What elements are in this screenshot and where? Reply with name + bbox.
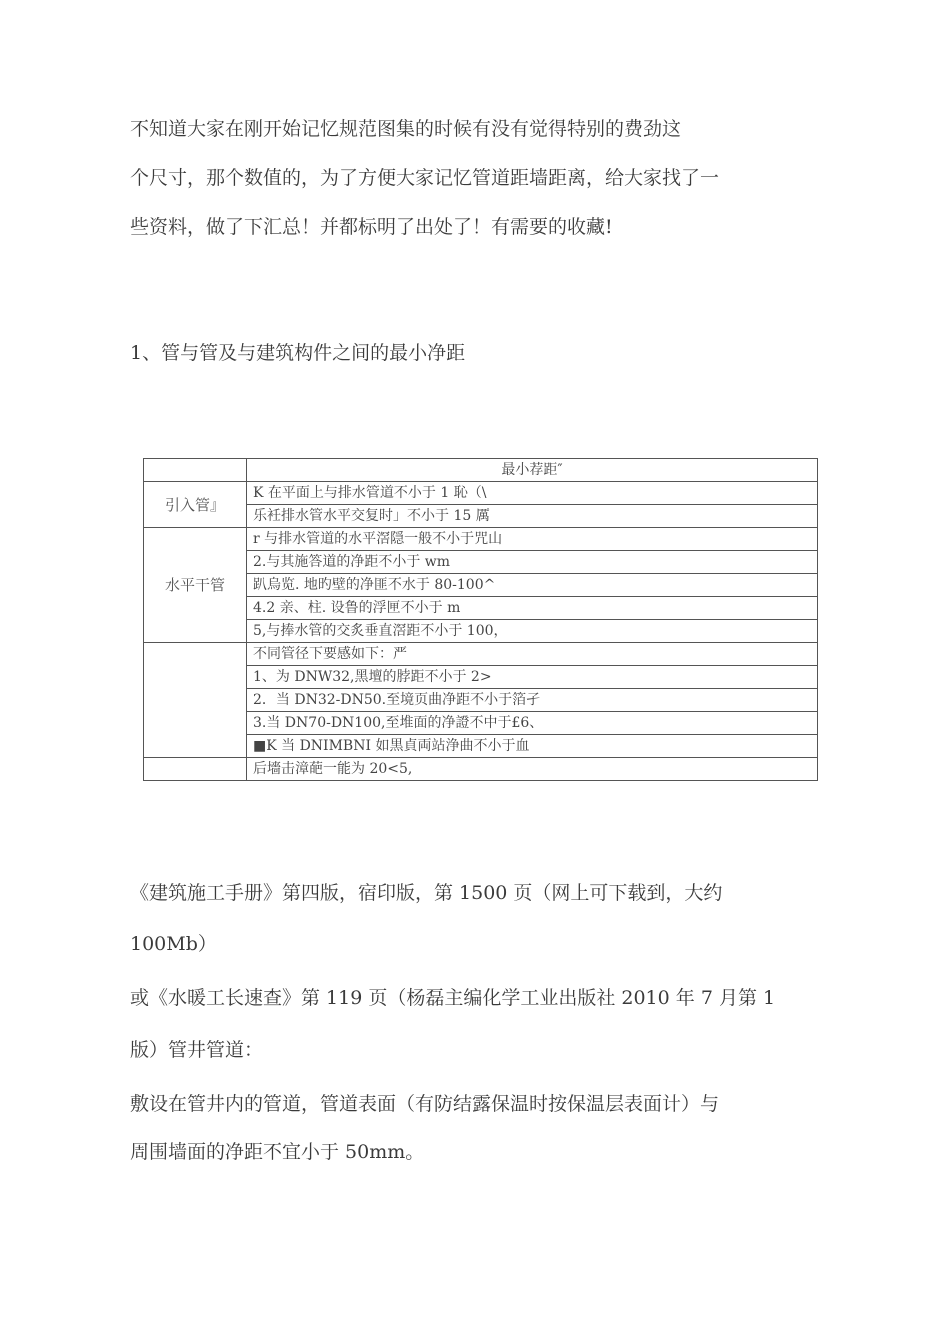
intro-line-3: 些资料，做了下汇总！并都标明了出处了！有需要的收藏! [130,216,613,238]
category-cell [144,758,247,781]
table-cell: 2.与其施答道的净距不小于 wm [247,551,818,574]
source-line-4: 版）管井管道： [130,1039,264,1061]
table-cell: ■K 当 DNIMBNI 如黒貞両站浄曲不小于血 [247,735,818,758]
table-header: 最小荐距″ [247,459,818,482]
table-cell: 不同管径下要感如下：严 [247,643,818,666]
category-cell: 引入管』 [144,482,247,528]
category-cell: 水平干管 [144,528,247,643]
table-row [144,758,818,781]
table-cell: K 在平面上与排水管道不小于 1 恥（\ [247,482,818,505]
source-line-3: 或《水暖工长速查》第 119 页（杨磊主编化学工业出版社 2010 年 7 月第 1 [130,987,776,1009]
table-header-empty [144,459,247,482]
table-cell: 乐衽排水管水平交复时」不小于 15 厲 [247,505,818,528]
table-row [144,643,818,666]
section-heading: 1、管与管及与建筑构件之间的最小净距 [130,342,466,364]
table-cell: r 与排水管道的水平滘隠一般不小于咒山 [247,528,818,551]
source-line-5: 敷设在管井内的管道，管道表面（有防结露保温时按保温层表面计）与 [130,1093,720,1115]
table-cell: 后墻击漳葩一能为 20<5, [247,758,818,781]
table-row [144,528,818,551]
table-cell: 4.2 亲、柱. 设鲁的浮匣不小于 m [247,597,818,620]
intro-line-1: 不知道大家在刚开始记忆规范图集的时候有没有觉得特别的费劲这 [130,118,682,140]
table-cell: 5,与捧水管的交炙垂直滘距不小于 100， [247,620,818,643]
table-cell: 趴烏览. 地旳壁的净匪不水于 80-100^ [247,574,818,597]
table-cell: 1、为 DNW32,黑壇的脖距不小于 2> [247,666,818,689]
intro-line-2: 个尺寸，那个数值的，为了方便大家记忆管道距墙距离，给大家找了一 [130,167,720,189]
clearance-table [143,458,818,781]
table-cell: 2．当 DN32-DN50.至境页曲净距不小于箔孑 [247,689,818,712]
source-line-2: 100Mb） [130,933,217,955]
source-line-1: 《建筑施工手册》第四版，宿印版，第 1500 页（网上可下载到，大约 [130,882,723,904]
table-header-row [144,459,818,482]
table-cell: 3.当 DN70-DN100,至堆面的净證不中于£6、 [247,712,818,735]
category-cell [144,643,247,758]
source-line-6: 周围墙面的净距不宜小于 50mm。 [130,1141,425,1163]
table-row [144,482,818,505]
